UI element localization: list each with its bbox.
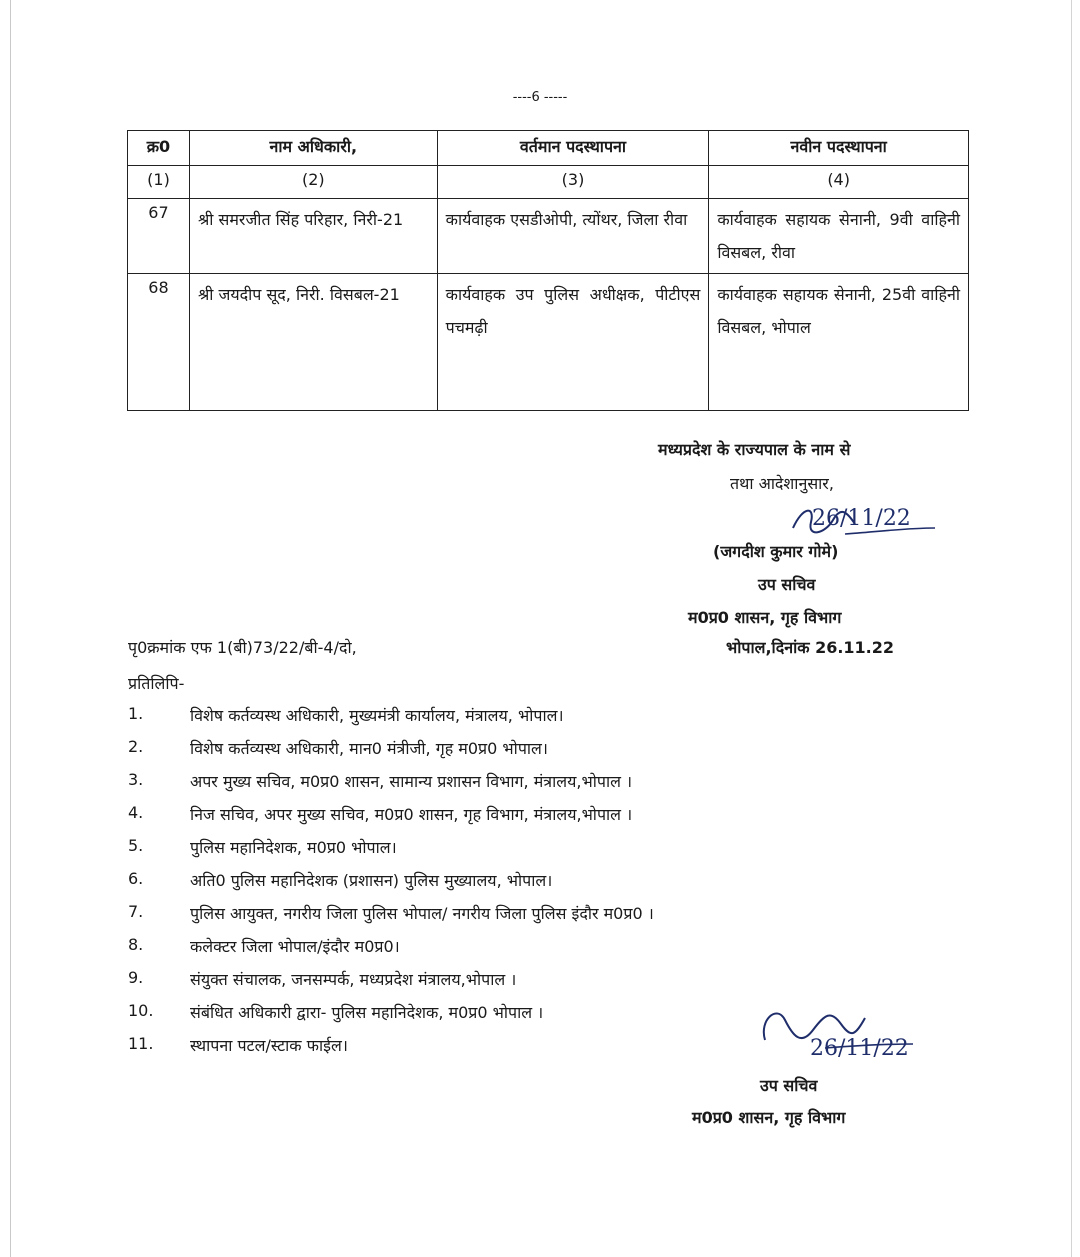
signature-date: 26/11/22 — [812, 506, 911, 531]
row-new-posting: कार्यवाहक सहायक सेनानी, 25वी वाहिनी विसबल, भोपाल — [709, 274, 969, 411]
colnum-2: (2) — [189, 166, 437, 199]
signatory-designation: उप सचिव — [758, 575, 816, 594]
list-item — [128, 902, 888, 935]
signature-2-date: 26/11/22 — [810, 1036, 909, 1061]
list-item — [128, 770, 888, 803]
list-item — [128, 704, 888, 737]
endorsement-number: पृ0क्रमांक एफ 1(बी)73/22/बी-4/दो, — [128, 638, 357, 657]
list-item-text: अति0 पुलिस महानिदेशक (प्रशासन) पुलिस मुख्यालय, भोपाल। — [190, 871, 553, 890]
page-number: ----6 ----- — [512, 90, 568, 105]
list-item — [128, 737, 888, 770]
endorsement-date: भोपाल,दिनांक 26.11.22 — [726, 638, 895, 657]
row-sno: 67 — [128, 199, 190, 274]
header-new-posting: नवीन पदस्थापना — [709, 131, 969, 166]
row-name: श्री समरजीत सिंह परिहार, निरी-21 — [189, 199, 437, 274]
list-item-number: 10. — [128, 1001, 154, 1020]
list-item-number: 3. — [128, 770, 144, 789]
list-item-text: विशेष कर्तव्यस्थ अधिकारी, मुख्यमंत्री कार्यालय, मंत्रालय, भोपाल। — [190, 706, 564, 725]
order-line: तथा आदेशानुसार, — [730, 474, 834, 493]
list-item-number: 11. — [128, 1034, 154, 1053]
list-item-number: 4. — [128, 803, 144, 822]
list-item-number: 2. — [128, 737, 144, 756]
list-item — [128, 869, 888, 902]
governor-order-line: मध्यप्रदेश के राज्यपाल के नाम से — [658, 440, 851, 459]
row-sno: 68 — [128, 274, 190, 411]
table-row — [128, 274, 969, 411]
list-item-text: पुलिस महानिदेशक, म0प्र0 भोपाल। — [190, 838, 397, 857]
list-item — [128, 803, 888, 836]
list-item-text: संबंधित अधिकारी द्वारा- पुलिस महानिदेशक, म0प्र0 भोपाल । — [190, 1003, 544, 1022]
list-item-text: संयुक्त संचालक, जनसम्पर्क, मध्यप्रदेश मंत्रालय,भोपाल । — [190, 970, 517, 989]
list-item-number: 8. — [128, 935, 144, 954]
row-name: श्री जयदीप सूद, निरी. विसबल-21 — [189, 274, 437, 411]
list-item-number: 5. — [128, 836, 144, 855]
column-number-row — [128, 166, 969, 199]
list-item-number: 7. — [128, 902, 144, 921]
signatory-2-department: म0प्र0 शासन, गृह विभाग — [692, 1108, 846, 1127]
list-item-number: 1. — [128, 704, 144, 723]
row-current-posting: कार्यवाहक उप पुलिस अधीक्षक, पीटीएस पचमढ़ी — [437, 274, 709, 411]
list-item-text: कलेक्टर जिला भोपाल/इंदौर म0प्र0। — [190, 937, 400, 956]
postings-table — [127, 130, 969, 411]
list-item — [128, 836, 888, 869]
signatory-name: (जगदीश कुमार गोमे) — [713, 542, 839, 561]
list-item-text: निज सचिव, अपर मुख्य सचिव, म0प्र0 शासन, गृह विभाग, मंत्रालय,भोपाल । — [190, 805, 633, 824]
copy-to-label: प्रतिलिपि- — [128, 674, 185, 693]
colnum-1: (1) — [128, 166, 190, 199]
row-new-posting: कार्यवाहक सहायक सेनानी, 9वी वाहिनी विसबल, रीवा — [709, 199, 969, 274]
colnum-3: (3) — [437, 166, 709, 199]
list-item-text: स्थापना पटल/स्टाक फाईल। — [190, 1036, 348, 1055]
table-header-row — [128, 131, 969, 166]
header-name: नाम अधिकारी, — [189, 131, 437, 166]
list-item-text: विशेष कर्तव्यस्थ अधिकारी, मान0 मंत्रीजी, गृह म0प्र0 भोपाल। — [190, 739, 548, 758]
list-item — [128, 935, 888, 968]
signatory-department: म0प्र0 शासन, गृह विभाग — [688, 608, 842, 627]
list-item-number: 9. — [128, 968, 144, 987]
signatory-2-designation: उप सचिव — [760, 1076, 818, 1095]
colnum-4: (4) — [709, 166, 969, 199]
header-sno: क्र0 — [128, 131, 190, 166]
header-current-posting: वर्तमान पदस्थापना — [437, 131, 709, 166]
row-current-posting: कार्यवाहक एसडीओपी, त्योंथर, जिला रीवा — [437, 199, 709, 274]
list-item-number: 6. — [128, 869, 144, 888]
list-item-text: अपर मुख्य सचिव, म0प्र0 शासन, सामान्य प्रशासन विभाग, मंत्रालय,भोपाल । — [190, 772, 633, 791]
list-item-text: पुलिस आयुक्त, नगरीय जिला पुलिस भोपाल/ नगरीय जिला पुलिस इंदौर म0प्र0 । — [190, 904, 654, 923]
table-row — [128, 199, 969, 274]
